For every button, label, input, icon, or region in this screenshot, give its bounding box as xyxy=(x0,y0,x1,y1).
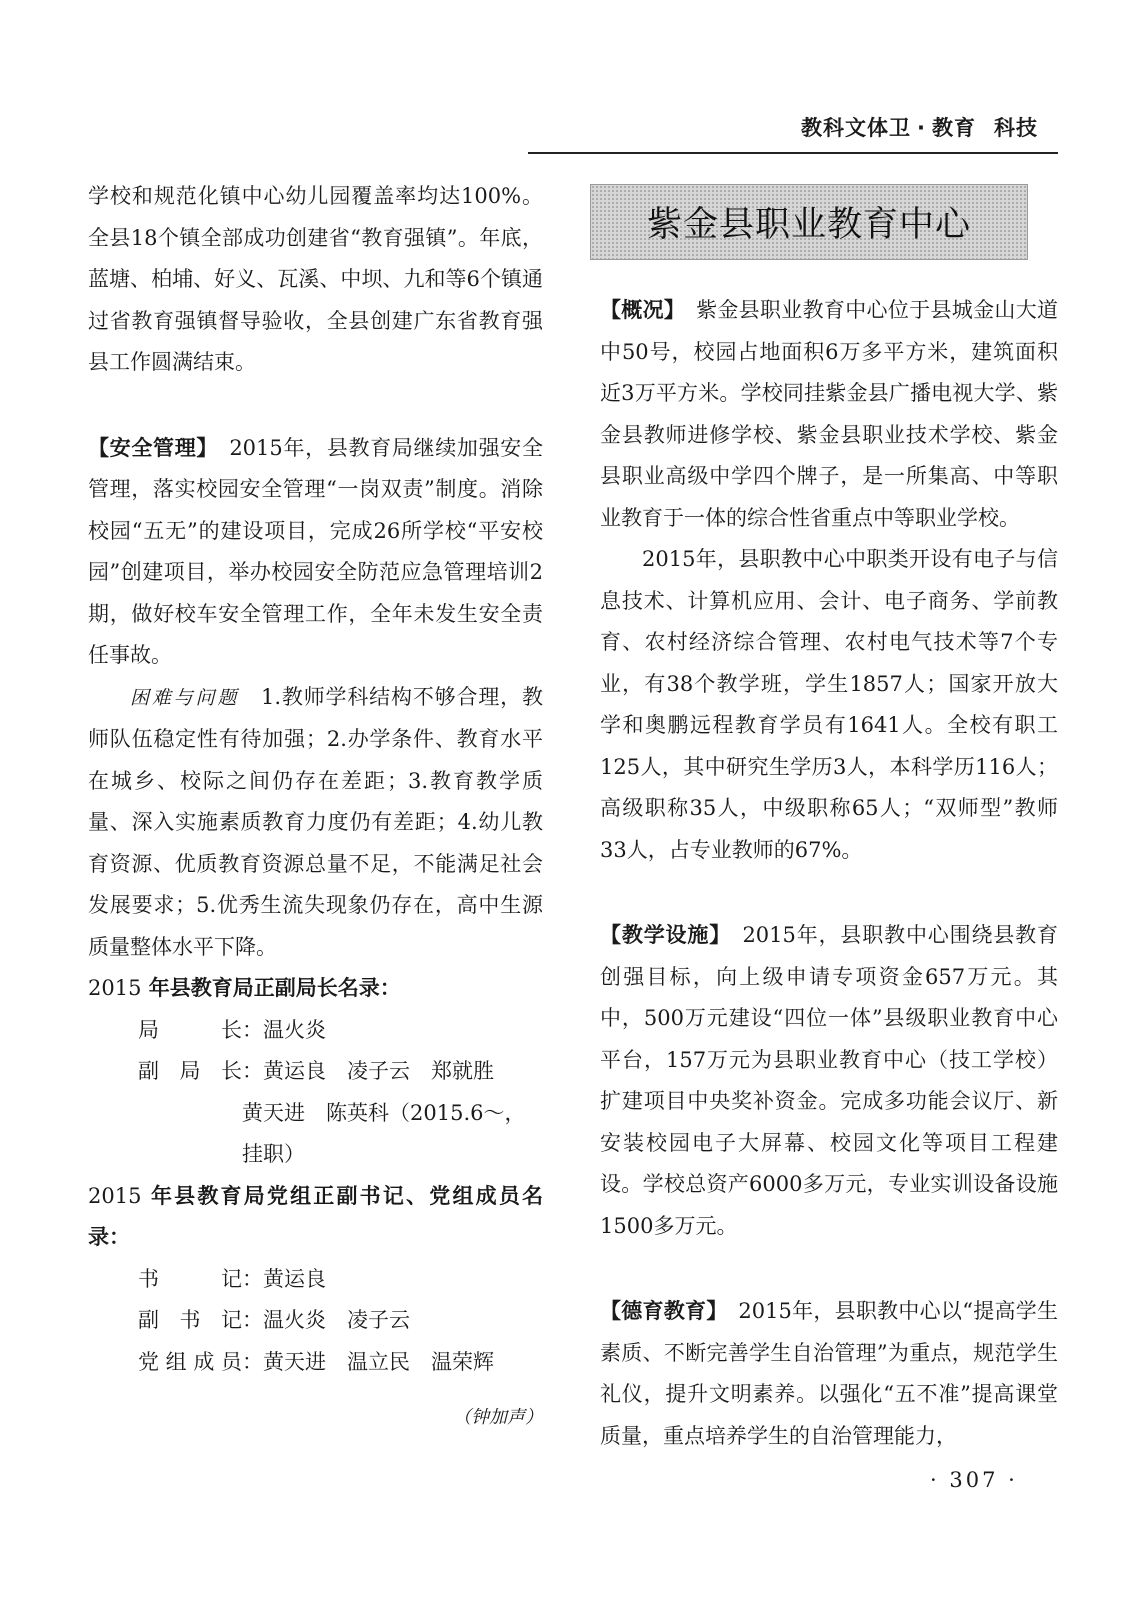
list2-heading-text: 年县教育局党组正副书记、党组成员名录： xyxy=(88,1183,544,1249)
paragraph-moral xyxy=(600,1291,1058,1457)
list2-heading-year: 2015 xyxy=(88,1183,142,1208)
list1-heading-text: 年县教育局正副局长名录： xyxy=(148,976,401,1000)
paragraph-facilities xyxy=(600,915,1058,1247)
right-column xyxy=(600,290,1058,1457)
list1-heading xyxy=(88,968,543,1010)
facilities-text: 2015年，县职教中心围绕县教育创强目标，向上级申请专项资金657万元。其中，500万元建设“四位一体”县级职业教育中心平台，157万元为县职业教育中心（技工学校）扩建项目中央奖补资金。完成多功能会议厅、新安装校园电子大屏幕、校园文化等项目工程建设。学校总资产6000多万元，专业实训设备设施1500多万元。 xyxy=(600,923,1059,1238)
list-item xyxy=(88,1342,543,1384)
safety-text: 2015年，县教育局继续加强安全管理，落实校园安全管理“一岗双责”制度。消除校园“五无”的建设项目，完成26所学校“平安校园”创建项目，举办校园安全防范应急管理培训2期，做好校车安全管理工作，全年未发生安全责任事故。 xyxy=(88,435,543,667)
moral-heading: 【德育教育】 xyxy=(600,1299,718,1323)
difficulty-text: 1.教师学科结构不够合理，教师队伍稳定性有待加强；2.办学条件、教育水平在城乡、校际之间仍存在差距；3.教育教学质量、深入实施素质教育力度仍有差距；4.幼儿教育资源、优质教育资源总量不足，不能满足社会发展要求；5.优秀生流失现象仍存在，高中生源质量整体水平下降。 xyxy=(88,684,543,959)
colon: ： xyxy=(242,1017,263,1042)
list-item xyxy=(88,1259,543,1301)
role-label: 党组成员 xyxy=(138,1349,242,1374)
header-subchapter: 科技 xyxy=(994,116,1038,140)
paragraph-safety xyxy=(88,428,543,677)
list-item xyxy=(88,1010,543,1052)
section-gap xyxy=(88,384,543,428)
header-section: 教科文体卫 xyxy=(801,116,912,140)
paragraph-overview xyxy=(600,290,1058,539)
role-label: 书记 xyxy=(138,1266,242,1291)
header-separator: · xyxy=(917,116,926,140)
difficulty-heading: 困难与问题 xyxy=(130,686,240,709)
names: 黄天进 温立民 温荣辉 xyxy=(263,1349,494,1374)
names: 温火炎 xyxy=(263,1017,326,1042)
list-continuation: 挂职） xyxy=(242,1142,305,1166)
article-title: 紫金县职业教育中心 xyxy=(646,205,971,245)
running-header xyxy=(801,112,1038,142)
paragraph-difficulty xyxy=(88,677,543,969)
moral-text: 2015年，县职教中心以“提高学生素质、不断完善学生自治管理”为重点，规范学生礼仪，提升文明素养。以强化“五不准”提高课堂质量，重点培养学生的自治管理能力， xyxy=(600,1299,1058,1448)
header-rule xyxy=(528,152,1058,154)
list2-heading xyxy=(88,1176,543,1259)
overview-text: 紫金县职业教育中心位于县城金山大道中50号，校园占地面积6万多平方米，建筑面积近3万平方米。学校同挂紫金县广播电视大学、紫金县教师进修学校、紫金县职业技术学校、紫金县职业高级中学四个牌子，是一所集高、中等职业教育于一体的综合性省重点中等职业学校。 xyxy=(600,298,1059,530)
role-label: 副书记 xyxy=(138,1308,242,1332)
overview-heading: 【概况】 xyxy=(600,298,675,322)
list-continuation: 黄天进 陈英科（2015.6～， xyxy=(242,1100,526,1125)
role-label: 副局长 xyxy=(138,1059,242,1083)
colon: ： xyxy=(242,1349,263,1374)
colon: ： xyxy=(242,1266,263,1291)
colon: ： xyxy=(242,1308,263,1332)
section-gap xyxy=(600,871,1058,915)
facilities-heading: 【教学设施】 xyxy=(600,923,721,947)
list-item xyxy=(88,1051,543,1093)
article-title-box xyxy=(590,184,1028,260)
paragraph-coverage: 学校和规范化镇中心幼儿园覆盖率均达100%。全县18个镇全部成功创建省“教育强镇”。年底，蓝塘、柏埔、好义、瓦溪、中坝、九和等6个镇通过省教育强镇督导验收，全县创建广东省教育强县工作圆满结束。 xyxy=(88,184,543,374)
page-number: · 307 · xyxy=(930,1468,1018,1492)
left-column xyxy=(88,176,543,1453)
list-item xyxy=(88,1300,543,1342)
section-gap xyxy=(600,1247,1058,1291)
names: 黄运良 凌子云 郑就胜 xyxy=(263,1059,494,1083)
safety-heading: 【安全管理】 xyxy=(88,435,208,460)
header-chapter: 教育 xyxy=(932,116,976,140)
role-label: 局长 xyxy=(138,1017,242,1042)
colon: ： xyxy=(242,1059,263,1083)
names: 温火炎 凌子云 xyxy=(263,1308,410,1332)
list1-heading-year: 2015 xyxy=(88,976,142,1000)
paragraph-overview-2: 2015年，县职教中心中职类开设有电子与信息技术、计算机应用、会计、电子商务、学前教育、农村经济综合管理、农村电气技术等7个专业，有38个教学班，学生1857人；国家开放大学和奥鹏远程教育学员有1641人。全校有职工125人，其中研究生学历3人，本科学历116人；高级职称35人，中级职称65人；“双师型”教师33人，占专业教师的67%。 xyxy=(600,547,1058,862)
names: 黄运良 xyxy=(263,1266,326,1291)
author-credit: （钟加声） xyxy=(453,1407,543,1428)
